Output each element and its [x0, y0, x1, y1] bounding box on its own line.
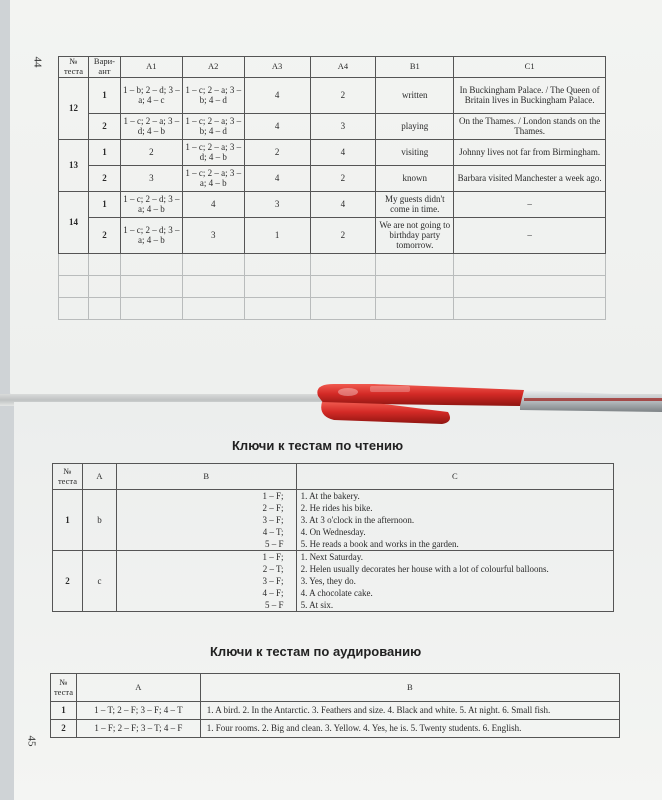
- col-header-variant: Вари- ант: [88, 57, 120, 78]
- col-header-a: A: [76, 674, 200, 702]
- b-cell: [116, 490, 296, 551]
- col-header-c: C: [296, 464, 613, 490]
- reading-keys-table: [52, 463, 614, 612]
- a1-cell: 2: [120, 139, 182, 165]
- variant-number: 2: [88, 165, 120, 191]
- c1-cell: –: [454, 191, 606, 217]
- c1-cell: On the Thames. / London stands on the Thames.: [454, 113, 606, 139]
- list-item: 4. A chocolate cake.: [300, 588, 373, 598]
- a3-cell: 4: [244, 113, 310, 139]
- b1-cell: playing: [376, 113, 454, 139]
- a-cell: 1 – T; 2 – F; 3 – F; 4 – T: [76, 702, 200, 720]
- table-row: [59, 165, 606, 191]
- list-item: 3 – F;: [262, 576, 284, 586]
- b1-cell: visiting: [376, 139, 454, 165]
- a2-cell: 4: [182, 191, 244, 217]
- test-number: 12: [59, 77, 89, 139]
- a-cell: b: [82, 490, 116, 551]
- list-item: 2 – T;: [262, 564, 284, 574]
- a2-cell: 1 – c; 2 – a; 3 – b; 4 – d: [182, 77, 244, 113]
- col-header-a2: A2: [182, 57, 244, 78]
- list-item: 2. He rides his bike.: [300, 503, 373, 513]
- test-number: 2: [51, 720, 77, 738]
- reading-keys-title: Ключи к тестам по чтению: [232, 438, 404, 453]
- b1-cell: known: [376, 165, 454, 191]
- list-item: 4 – T;: [262, 527, 284, 537]
- table-row: [53, 490, 614, 551]
- list-item: 3 – F;: [262, 515, 284, 525]
- list-item: 4 – F;: [262, 588, 284, 598]
- b1-cell: My guests didn't come in time.: [376, 191, 454, 217]
- b1-cell: We are not going to birthday party tomorrow.: [376, 217, 454, 253]
- test-number: 1: [53, 490, 83, 551]
- test-number: 1: [51, 702, 77, 720]
- table-header-row: [51, 674, 620, 702]
- col-header-a3: A3: [244, 57, 310, 78]
- list-item: 3. Yes, they do.: [300, 576, 356, 586]
- a4-cell: 3: [310, 113, 376, 139]
- col-header-c1: C1: [454, 57, 606, 78]
- a3-cell: 4: [244, 165, 310, 191]
- variant-number: 1: [88, 191, 120, 217]
- a-cell: 1 – F; 2 – F; 3 – T; 4 – F: [76, 720, 200, 738]
- variant-number: 2: [88, 217, 120, 253]
- c1-cell: In Buckingham Palace. / The Queen of Britain lives in Buckingham Palace.: [454, 77, 606, 113]
- answer-key-table-tests-12-14: [58, 56, 606, 320]
- list-item: 2. Helen usually decorates her house with a lot of colourful balloons.: [300, 564, 549, 574]
- c-cell: [296, 490, 613, 551]
- list-item: 1 – F;: [262, 552, 284, 562]
- list-item: 4. On Wednesday.: [300, 527, 366, 537]
- a-cell: c: [82, 551, 116, 612]
- col-header-b1: B1: [376, 57, 454, 78]
- a2-cell: 1 – c; 2 – a; 3 – d; 4 – b: [182, 139, 244, 165]
- variant-number: 2: [88, 113, 120, 139]
- variant-number: 1: [88, 139, 120, 165]
- col-header-a1: A1: [120, 57, 182, 78]
- red-pen-icon: [314, 380, 662, 428]
- a3-cell: 2: [244, 139, 310, 165]
- b-cell: [116, 551, 296, 612]
- list-item: 5 – F: [265, 539, 284, 549]
- table-row: [51, 720, 620, 738]
- col-header-test: № теста: [51, 674, 77, 702]
- b1-cell: written: [376, 77, 454, 113]
- a2-cell: 1 – c; 2 – a; 3 – a; 4 – b: [182, 165, 244, 191]
- test-number: 2: [53, 551, 83, 612]
- table-row: [53, 551, 614, 612]
- a3-cell: 1: [244, 217, 310, 253]
- a1-cell: 1 – c; 2 – d; 3 – a; 4 – b: [120, 217, 182, 253]
- page-number-top: 44: [31, 56, 44, 68]
- c1-cell: Barbara visited Manchester a week ago.: [454, 165, 606, 191]
- list-item: 5 – F: [265, 600, 284, 610]
- a2-cell: 3: [182, 217, 244, 253]
- show-through-row: [59, 297, 606, 319]
- a4-cell: 4: [310, 139, 376, 165]
- a1-cell: 1 – c; 2 – d; 3 – a; 4 – b: [120, 191, 182, 217]
- test-number: 14: [59, 191, 89, 253]
- col-header-test: № теста: [53, 464, 83, 490]
- table-row: [59, 217, 606, 253]
- list-item: 1 – F;: [262, 491, 284, 501]
- c1-cell: –: [454, 217, 606, 253]
- table-row: [59, 77, 606, 113]
- a1-cell: 1 – b; 2 – d; 3 – a; 4 – c: [120, 77, 182, 113]
- listening-keys-table: [50, 673, 620, 738]
- col-header-test: № теста: [59, 57, 89, 78]
- list-item: 2 – F;: [262, 503, 284, 513]
- a1-cell: 1 – c; 2 – a; 3 – d; 4 – b: [120, 113, 182, 139]
- col-header-b: B: [200, 674, 619, 702]
- list-item: 1. At the bakery.: [300, 491, 360, 501]
- table-row: [51, 702, 620, 720]
- c-cell: [296, 551, 613, 612]
- page-number-bottom: 45: [25, 735, 38, 747]
- variant-number: 1: [88, 77, 120, 113]
- listening-keys-title: Ключи к тестам по аудированию: [210, 644, 422, 659]
- show-through-row: [59, 275, 606, 297]
- b-cell: 1. A bird. 2. In the Antarctic. 3. Feathers and size. 4. Black and white. 5. At night. 6. Small fish.: [200, 702, 619, 720]
- show-through-row: [59, 253, 606, 275]
- test-number: 13: [59, 139, 89, 191]
- c1-cell: Johnny lives not far from Birmingham.: [454, 139, 606, 165]
- a4-cell: 2: [310, 165, 376, 191]
- table-row: [59, 113, 606, 139]
- list-item: 5. He reads a book and works in the garden.: [300, 539, 459, 549]
- a3-cell: 3: [244, 191, 310, 217]
- b-cell: 1. Four rooms. 2. Big and clean. 3. Yellow. 4. Yes, he is. 5. Twenty students. 6. English.: [200, 720, 619, 738]
- a2-cell: 1 – c; 2 – a; 3 – b; 4 – d: [182, 113, 244, 139]
- col-header-a4: A4: [310, 57, 376, 78]
- a4-cell: 4: [310, 191, 376, 217]
- table-header-row: [53, 464, 614, 490]
- col-header-a: A: [82, 464, 116, 490]
- list-item: 1. Next Saturday.: [300, 552, 363, 562]
- a4-cell: 2: [310, 77, 376, 113]
- table-row: [59, 191, 606, 217]
- a3-cell: 4: [244, 77, 310, 113]
- col-header-b: B: [116, 464, 296, 490]
- table-row: [59, 139, 606, 165]
- list-item: 3. At 3 o'clock in the afternoon.: [300, 515, 415, 525]
- a1-cell: 3: [120, 165, 182, 191]
- table-header-row: [59, 57, 606, 78]
- list-item: 5. At six.: [300, 600, 334, 610]
- a4-cell: 2: [310, 217, 376, 253]
